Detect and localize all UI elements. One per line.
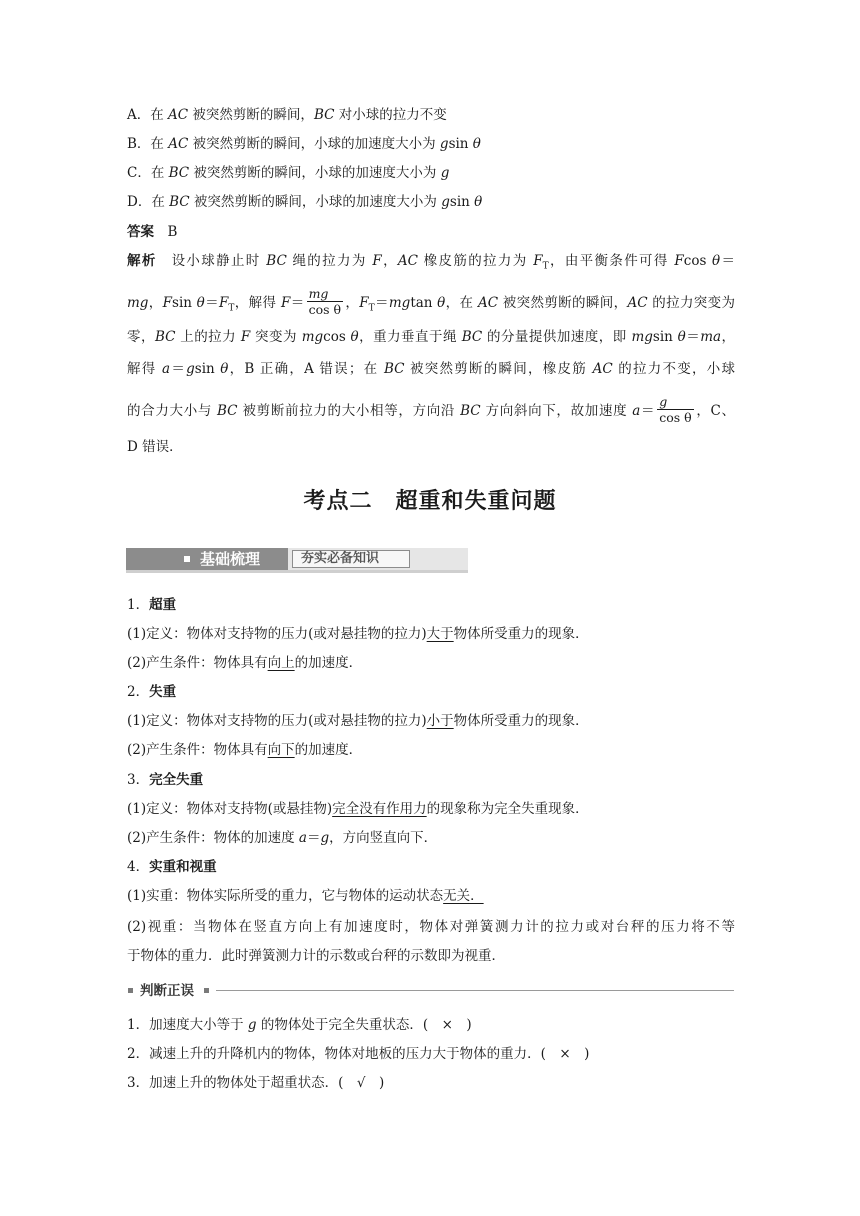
- analysis-line-5: 的合力大小与 BC 被剪断前拉力的大小相等，方向沿 BC 方向斜向下，故加速度 a＝ $\frac{g}{\text{cos θ}}$ ，C、: [127, 394, 735, 425]
- item-4-real-weight: (1)实重：物体实际所受的重力，它与物体的运动状态无关．: [127, 888, 484, 904]
- item-2-definition: (1)定义：物体对支持物的压力(或对悬挂物的拉力)小于物体所受重力的现象．: [127, 713, 589, 729]
- judge-item-2: 2．减速上升的升降机内的物体，物体对地板的压力大于物体的重力．( × ): [127, 1046, 590, 1062]
- option-a: A．在 AC 被突然剪断的瞬间，BC 对小球的拉力不变: [127, 107, 447, 123]
- divider: [216, 990, 734, 991]
- fraction-g-over-cos: $\frac{g}{\text{cos θ}}$: [659, 394, 692, 425]
- answer-value: B: [167, 224, 178, 240]
- judge-item-3: 3．加速上升的物体处于超重状态．( √ ): [127, 1075, 385, 1091]
- banner-main-label: 基础梳理: [200, 550, 261, 568]
- option-b: B．在 AC 被突然剪断的瞬间，小球的加速度大小为 gsin θ: [127, 136, 481, 152]
- item-2-heading: 2．失重: [127, 684, 177, 700]
- judge-label: 判断正误: [140, 983, 194, 999]
- item-1-definition: (1)定义：物体对支持物的压力(或对悬挂物的拉力)大于物体所受重力的现象．: [127, 626, 589, 642]
- item-3-condition: (2)产生条件：物体的加速度 a＝g，方向竖直向下．: [127, 830, 438, 846]
- analysis-line-1: 解析 设小球静止时 BC 绳的拉力为 F，AC 橡皮筋的拉力为 $F_T$，由平衡条件可得 Fcos θ＝: [127, 253, 736, 272]
- item-4-apparent-weight-1: (2)视重：当物体在竖直方向上有加速度时，物体对弹簧测力计的拉力或对台秤的压力将不等: [127, 919, 735, 935]
- item-2-condition: (2)产生条件：物体具有向下的加速度．: [127, 742, 363, 758]
- banner-sub-label: 夯实必备知识: [301, 551, 380, 566]
- option-d: D．在 BC 被突然剪断的瞬间，小球的加速度大小为 gsin θ: [127, 194, 483, 210]
- judge-header: [126, 981, 734, 1001]
- square-bullet-icon: [128, 988, 133, 993]
- analysis-label: 解析: [127, 253, 157, 269]
- square-bullet-icon: [184, 556, 190, 562]
- item-1-heading: 1．超重: [127, 597, 177, 613]
- basics-banner: [126, 548, 468, 574]
- analysis-line-4: 解得 a＝gsin θ，B 正确，A 错误；在 BC 被突然剪断的瞬间，橡皮筋 AC 的拉力不变，小球: [127, 361, 735, 377]
- analysis-line-2: mg，Fsin $\theta=F_T$，解得 F＝ $\frac{mg}{\text{cos θ}}$ ，$F_T=mgtan$ θ，在 AC 被突然剪断的瞬间，AC 的拉力突变为: [127, 286, 736, 317]
- judge-item-1: 1．加速度大小等于 g 的物体处于完全失重状态．( × ): [127, 1017, 472, 1033]
- square-bullet-icon: [204, 988, 209, 993]
- option-c: C．在 BC 被突然剪断的瞬间，小球的加速度大小为 g: [127, 165, 450, 181]
- banner-sub: [288, 548, 468, 570]
- fraction-mg-over-cos: $\frac{mg}{\text{cos θ}}$: [308, 286, 342, 317]
- item-4-apparent-weight-2: 于物体的重力．此时弹簧测力计的示数或台秤的示数即为视重．: [127, 948, 505, 964]
- section-title: 考点二 超重和失重问题: [303, 489, 557, 514]
- item-3-heading: 3．完全失重: [127, 772, 204, 788]
- banner-strip: [126, 570, 468, 573]
- item-4-heading: 4．实重和视重: [127, 859, 217, 875]
- answer-line: [127, 222, 177, 242]
- analysis-line-6: D 错误．: [127, 439, 183, 455]
- banner-main: [126, 548, 288, 570]
- item-3-definition: (1)定义：物体对支持物(或悬挂物)完全没有作用力的现象称为完全失重现象．: [127, 801, 589, 817]
- item-1-condition: (2)产生条件：物体具有向上的加速度．: [127, 655, 363, 671]
- answer-label: 答案: [127, 224, 154, 240]
- analysis-line-3: 零，BC 上的拉力 F 突变为 mgcos θ，重力垂直于绳 BC 的分量提供加速度，即 mgsin θ＝ma，: [127, 329, 736, 345]
